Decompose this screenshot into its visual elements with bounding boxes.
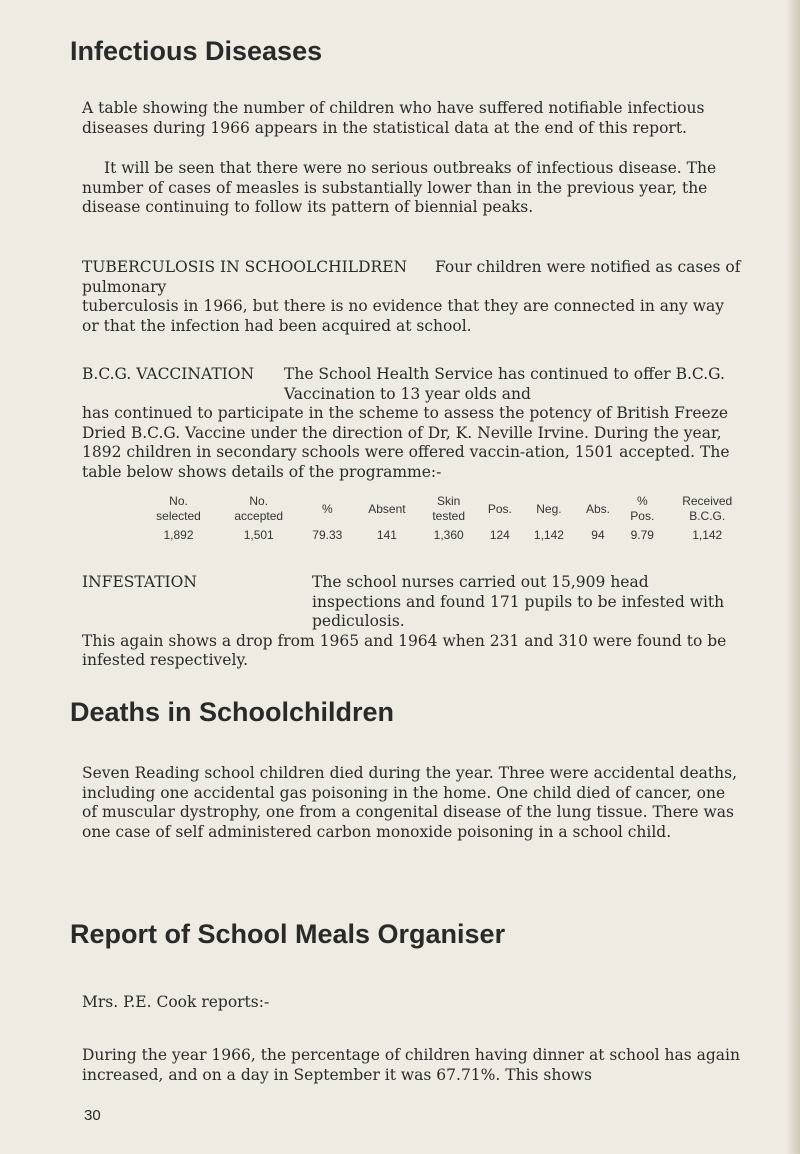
header-cell: % bbox=[321, 501, 333, 516]
header-cell: No. selected bbox=[156, 494, 201, 523]
table-cell: 79.33 bbox=[312, 527, 343, 542]
header-cell: No. accepted bbox=[234, 494, 284, 523]
table-cell: 94 bbox=[591, 527, 605, 542]
header-cell: Skin tested bbox=[432, 494, 466, 523]
header-cell: Received B.C.G. bbox=[682, 494, 733, 523]
table-cell: 1,142 bbox=[533, 527, 564, 542]
infestation-text-first: The school nurses carried out 15,909 head inspections and found 171 pupils to be infested with pediculosis. bbox=[312, 573, 725, 630]
header-cell: Absent bbox=[368, 501, 406, 516]
section-tuberculosis bbox=[82, 258, 742, 336]
table-cell: 1,360 bbox=[433, 527, 464, 542]
table-cell: 141 bbox=[376, 527, 397, 542]
table-cell: 124 bbox=[489, 527, 510, 542]
table-cell: 1,501 bbox=[243, 527, 274, 542]
heading-school-meals: Report of School Meals Organiser bbox=[70, 919, 506, 949]
paragraph-intro: A table showing the number of children who have suffered notifiable infectious diseases during 1966 appears in the statistical data at the end of this report. bbox=[82, 99, 705, 137]
page-number: 30 bbox=[84, 1107, 101, 1124]
page-edge-shadow bbox=[786, 0, 800, 1154]
table-header-row bbox=[140, 494, 750, 524]
label-bcg: B.C.G. VACCINATION bbox=[82, 365, 255, 383]
section-bcg bbox=[82, 365, 742, 482]
table-cell: 9.79 bbox=[630, 527, 654, 542]
bcg-text-first: The School Health Service has continued to offer B.C.G. Vaccination to 13 year olds and bbox=[284, 365, 725, 403]
table-row bbox=[140, 524, 750, 546]
heading-deaths: Deaths in Schoolchildren bbox=[70, 697, 395, 727]
paragraph-cook-reports: Mrs. P.E. Cook reports:- bbox=[82, 993, 270, 1011]
bcg-table bbox=[140, 494, 750, 546]
header-cell: Abs. bbox=[585, 501, 610, 516]
heading-infectious-diseases: Infectious Diseases bbox=[70, 36, 323, 66]
label-tuberculosis: TUBERCULOSIS IN SCHOOLCHILDREN bbox=[82, 258, 408, 276]
table-cell: 1,142 bbox=[692, 527, 723, 542]
header-cell: Neg. bbox=[536, 501, 562, 516]
label-infestation: INFESTATION bbox=[82, 573, 197, 591]
section-infestation bbox=[82, 573, 742, 671]
tb-text-first: Four children were notified as cases of pulmonary bbox=[82, 258, 741, 296]
table-cell: 1,892 bbox=[163, 527, 194, 542]
tb-text-rest: tuberculosis in 1966, but there is no evidence that they are connected in any way or that the infection had been acquired at school. bbox=[82, 297, 724, 335]
infestation-text-rest: This again shows a drop from 1965 and 1964 when 231 and 310 were found to be infested respectively. bbox=[82, 631, 727, 669]
paragraph-meals: During the year 1966, the percentage of children having dinner at school has again increased, and on a day in September it was 67.71%. This shows bbox=[82, 1046, 740, 1084]
paragraph-outbreaks: It will be seen that there were no serious outbreaks of infectious disease. The number of cases of measles is substantially lower than in the previous year, the disease continuing to follow its pattern of biennial peaks. bbox=[82, 159, 717, 216]
paragraph-deaths: Seven Reading school children died during the year. Three were accidental deaths, including one accidental gas poisoning in the home. One child died of cancer, one of muscular dystrophy, one from a congenital disease of the lung tissue. There was one case of self administered carbon monoxide poisoning in a school child. bbox=[82, 764, 738, 841]
header-cell: % Pos. bbox=[630, 494, 655, 523]
bcg-text-rest: has continued to participate in the scheme to assess the potency of British Freeze Dried B.C.G. Vaccine under the direction of Dr, K. Neville Irvine. During the year, 1892 children in secondary schools were offered vaccin-ation, 1501 accepted. The table below shows details of the programme:- bbox=[82, 404, 730, 481]
header-cell: Pos. bbox=[487, 501, 512, 516]
